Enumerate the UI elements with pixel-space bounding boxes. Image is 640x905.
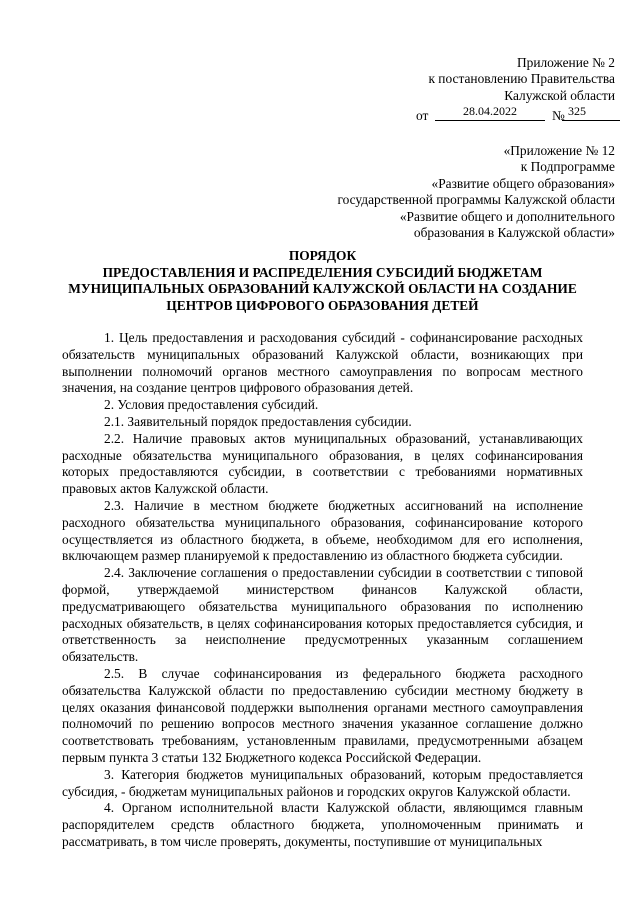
paragraph-3: 3. Категория бюджетов муниципальных образований, которым предоставляется субсидия, - бюджетам муниципальных районов и городских округов Калужской области.	[62, 766, 583, 799]
number-label: №	[552, 108, 565, 124]
paragraph-2-4: 2.4. Заключение соглашения о предоставлении субсидии в соответствии с типовой формой, утверждаемой министерством финансов Калужской области, предусматривающего обязательства муниципального образования по исполнению расходных обязательств, в целях софинансирования которых предоставляется субсидия, и ответственность за неисполнение предусмотренных указанным соглашением обязательств.	[62, 565, 583, 665]
resolution-date-number	[300, 104, 615, 126]
annex-2-header	[300, 55, 615, 126]
paragraph-1: 1. Цель предоставления и расходования субсидий - софинансирование расходных обязательств муниципальных образований Калужской области, возникающих при выполнении полномочий органов местного самоуправления по вопросам местного значения, на создание центров цифрового образования детей.	[62, 330, 583, 396]
title-line-3: МУНИЦИПАЛЬНЫХ ОБРАЗОВАНИЙ КАЛУЖСКОЙ ОБЛАСТИ НА СОЗДАНИЕ	[68, 281, 577, 296]
annex-12-subprogram: к Подпрограмме	[520, 159, 615, 175]
annex-2-title: Приложение № 2	[516, 55, 615, 70]
paragraph-2-2: 2.2. Наличие правовых актов муниципальных образований, устанавливающих расходные обязательства муниципального образования, в целях софинансирования которых предоставляются субсидии, в соответствии с требованиями нормативных правовых актов Калужской области.	[62, 430, 583, 497]
annex-12-program-name-1: «Развитие общего и дополнительного	[399, 208, 615, 224]
annex-12-title: «Приложение № 12	[503, 143, 615, 158]
resolution-date: 28.04.2022	[435, 103, 545, 121]
paragraph-2-5: 2.5. В случае софинансирования из федерального бюджета расходного обязательства Калужской области по предоставлению субсидии местному бюджету в целях оказания финансовой поддержки выполнения органами местного самоуправления полномочий по решению вопросов местного значения указанное соглашение должно соответствовать требованиям, установленным правилами, предусмотренными абзацем первым пункта 3 статьи 132 Бюджетного кодекса Российской Федерации.	[62, 665, 583, 765]
annex-12-program-name-2: образования в Калужской области»	[413, 225, 615, 241]
paragraph-2: 2. Условия предоставления субсидий.	[104, 397, 319, 413]
annex-12-header	[300, 143, 615, 241]
document-title	[62, 248, 583, 314]
paragraph-2-3: 2.3. Наличие в местном бюджете бюджетных ассигнований на исполнение расходного обязательства муниципального образования, софинансирование которого осуществляется из областного бюджета, в объеме, необходимом для его исполнения, включающем размер планируемой к предоставлению из областного бюджета субсидии.	[62, 497, 583, 564]
paragraph-4: 4. Органом исполнительной власти Калужской области, являющимся главным распорядителем средств областного бюджета, уполномоченным принимать и рассматривать, в том числе проверять, документы, поступившие от муниципальных	[62, 800, 583, 849]
paragraph-2-1: 2.1. Заявительный порядок предоставления субсидии.	[104, 413, 412, 429]
date-from-label: от	[416, 108, 429, 124]
title-line-2: ПРЕДОСТАВЛЕНИЯ И РАСПРЕДЕЛЕНИЯ СУБСИДИЙ БЮДЖЕТАМ	[102, 264, 543, 280]
document-body	[62, 330, 583, 851]
annex-12-state-program: государственной программы Калужской области	[337, 192, 615, 208]
annex-12-subprogram-name: «Развитие общего образования»	[431, 175, 615, 191]
title-line-1: ПОРЯДОК	[288, 248, 357, 263]
annex-2-resolution: к постановлению Правительства	[428, 71, 615, 87]
resolution-number: 325	[562, 103, 620, 121]
annex-2-region: Калужской области	[504, 87, 615, 103]
title-line-4: ЦЕНТРОВ ЦИФРОВОГО ОБРАЗОВАНИЯ ДЕТЕЙ	[166, 297, 479, 313]
